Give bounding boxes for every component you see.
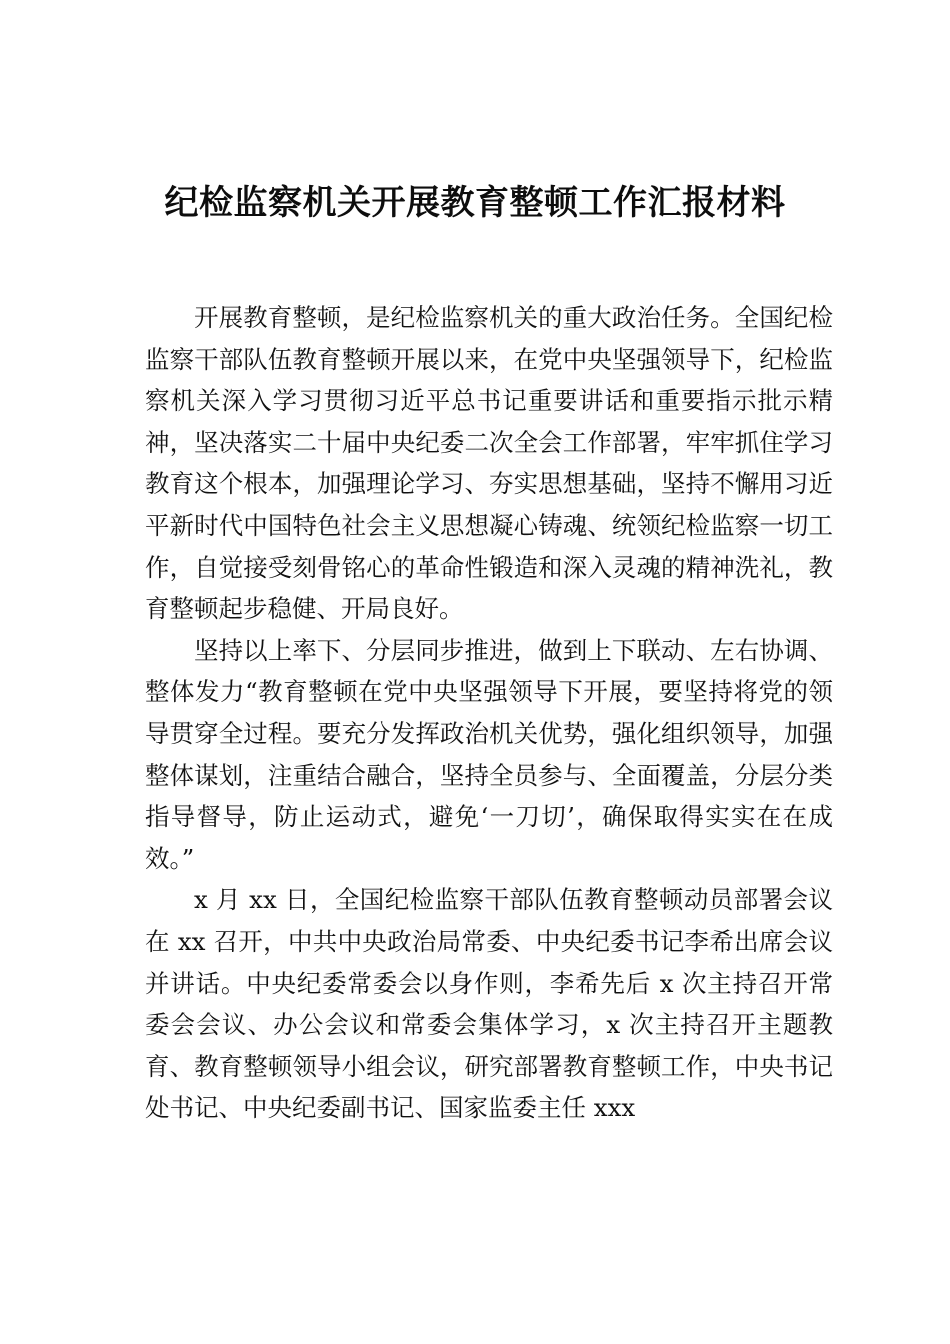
paragraph-2: 坚持以上率下、分层同步推进，做到上下联动、左右协调、整体发力“教育整顿在党中央坚强领导下开展，要坚持将党的领导贯穿全过程。要充分发挥政治机关优势，强化组织领导，加强整体谋划，注重结合融合，坚持全员参与、全面覆盖，分层分类指导督导，防止运动式，避免‘一刀切’，确保取得实实在在成效。” [145,635,833,873]
paragraph-3: x 月 xx 日，全国纪检监察干部队伍教育整顿动员部署会议在 xx 召开，中共中央政治局常委、中央纪委书记李希出席会议并讲话。中央纪委常委会以身作则，李希先后 x 次主持召开常委会会议、办公会议和常委会集体学习，x 次主持召开主题教育、教育整顿领导小组会议，研究部署教育整顿工作，中央书记处书记、中央纪委副书记、国家监委主任 xxx [145,885,833,1123]
document-body [145,297,833,1129]
paragraph-1: 开展教育整顿，是纪检监察机关的重大政治任务。全国纪检监察干部队伍教育整顿开展以来，在党中央坚强领导下，纪检监察机关深入学习贯彻习近平总书记重要讲话和重要指示批示精神，坚决落实二十届中央纪委二次全会工作部署，牢牢抓住学习教育这个根本，加强理论学习、夯实思想基础，坚持不懈用习近平新时代中国特色社会主义思想凝心铸魂、统领纪检监察一切工作，自觉接受刻骨铭心的革命性锻造和深入灵魂的精神洗礼，教育整顿起步稳健、开局良好。 [145,303,833,624]
document-title: 纪检监察机关开展教育整顿工作汇报材料 [164,183,786,223]
